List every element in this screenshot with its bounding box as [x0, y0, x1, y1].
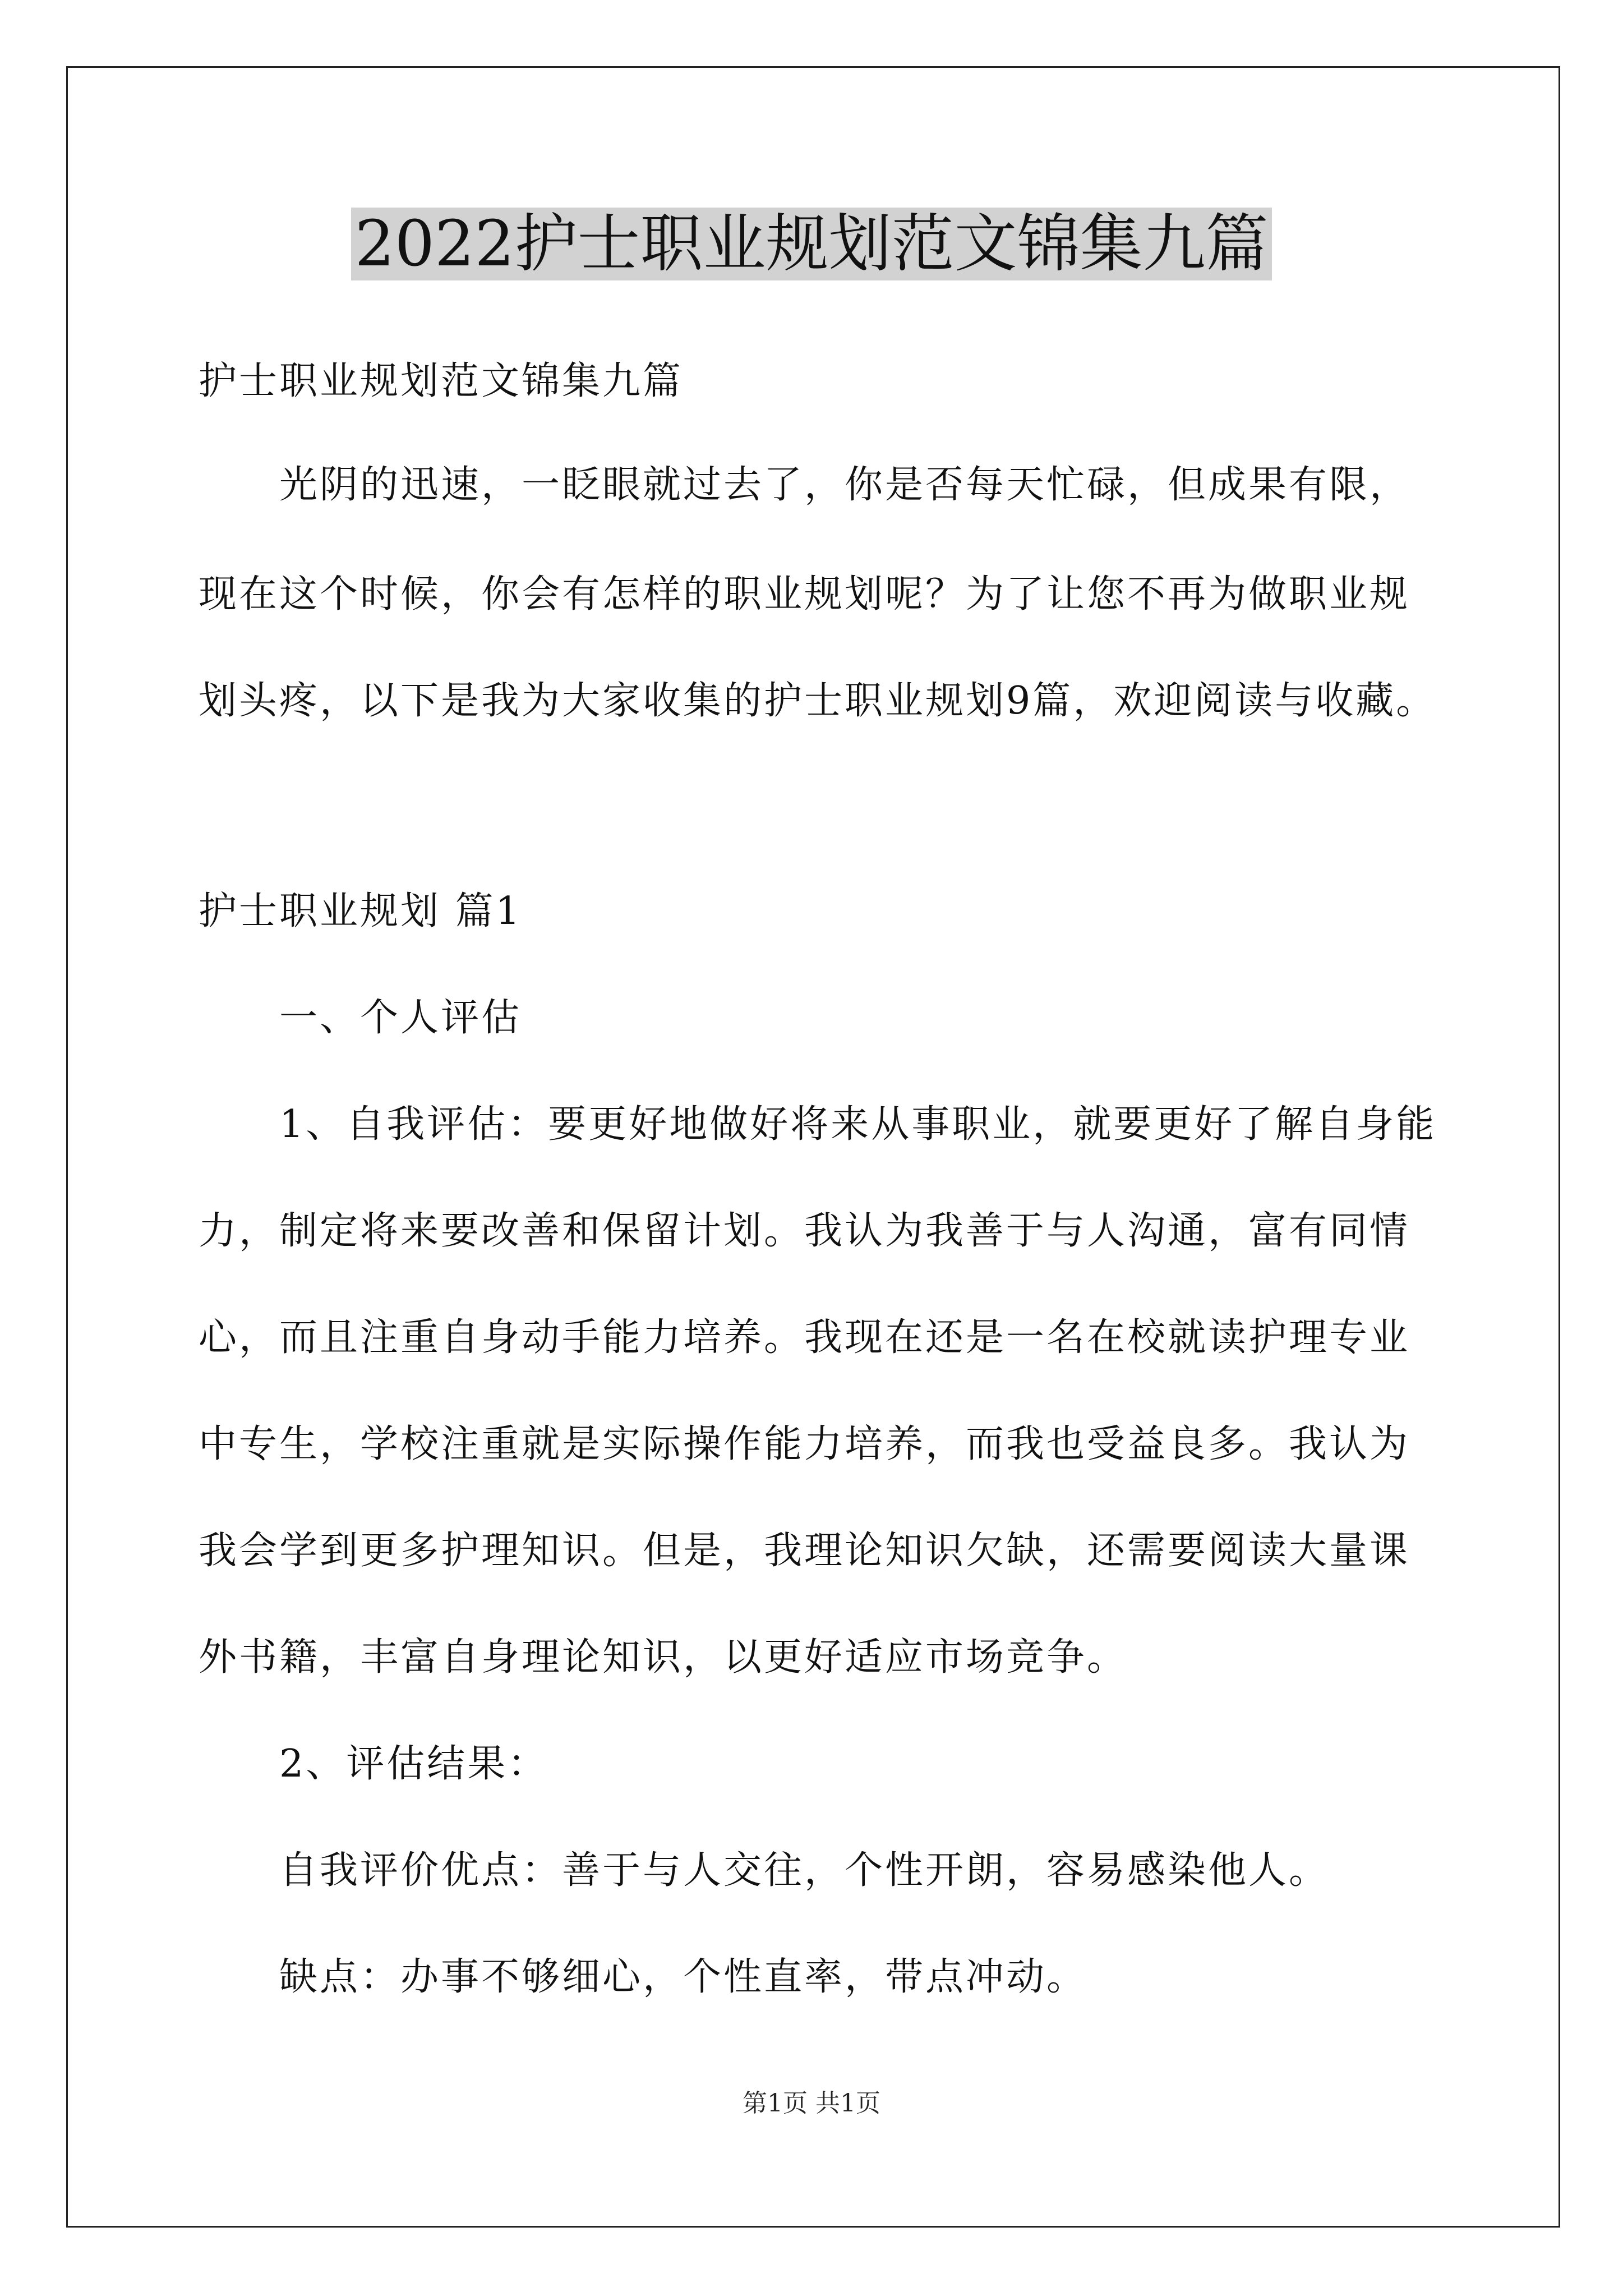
- document-subtitle: 护士职业规划范文锦集九篇: [199, 359, 684, 403]
- self-eval-line-5: 我会学到更多护理知识。但是，我理论知识欠缺，还需要阅读大量课: [199, 1529, 1410, 1573]
- section-heading: 护士职业规划 篇1: [199, 889, 522, 933]
- part-heading: 一、个人评估: [279, 996, 522, 1040]
- intro-line-2: 现在这个时候，你会有怎样的职业规划呢？为了让您不再为做职业规: [199, 572, 1410, 616]
- self-eval-line-1: 1、自我评估：要更好地做好将来从事职业，就要更好了解自身能: [279, 1102, 1437, 1147]
- document-title-text: 2022护士职业规划范文锦集九篇: [351, 208, 1271, 280]
- page-footer: 第1页 共1页: [743, 2089, 880, 2118]
- document-title: [0, 202, 1623, 286]
- self-eval-line-4: 中专生，学校注重就是实际操作能力培养，而我也受益良多。我认为: [199, 1422, 1410, 1466]
- self-eval-line-2: 力，制定将来要改善和保留计划。我认为我善于与人沟通，富有同情: [199, 1209, 1410, 1253]
- intro-line-3: 划头疼，以下是我为大家收集的护士职业规划9篇，欢迎阅读与收藏。: [199, 679, 1437, 723]
- self-eval-line-6: 外书籍，丰富自身理论知识，以更好适应市场竞争。: [199, 1635, 1128, 1680]
- self-eval-line-3: 心，而且注重自身动手能力培养。我现在还是一名在校就读护理专业: [199, 1315, 1410, 1360]
- intro-line-1: 光阴的迅速，一眨眼就过去了，你是否每天忙碌，但成果有限，: [279, 463, 1410, 507]
- strengths-line: 自我评价优点：善于与人交往，个性开朗，容易感染他人。: [279, 1848, 1330, 1893]
- weaknesses-line: 缺点：办事不够细心，个性直率，带点冲动。: [279, 1955, 1087, 1999]
- result-heading: 2、评估结果：: [279, 1742, 548, 1786]
